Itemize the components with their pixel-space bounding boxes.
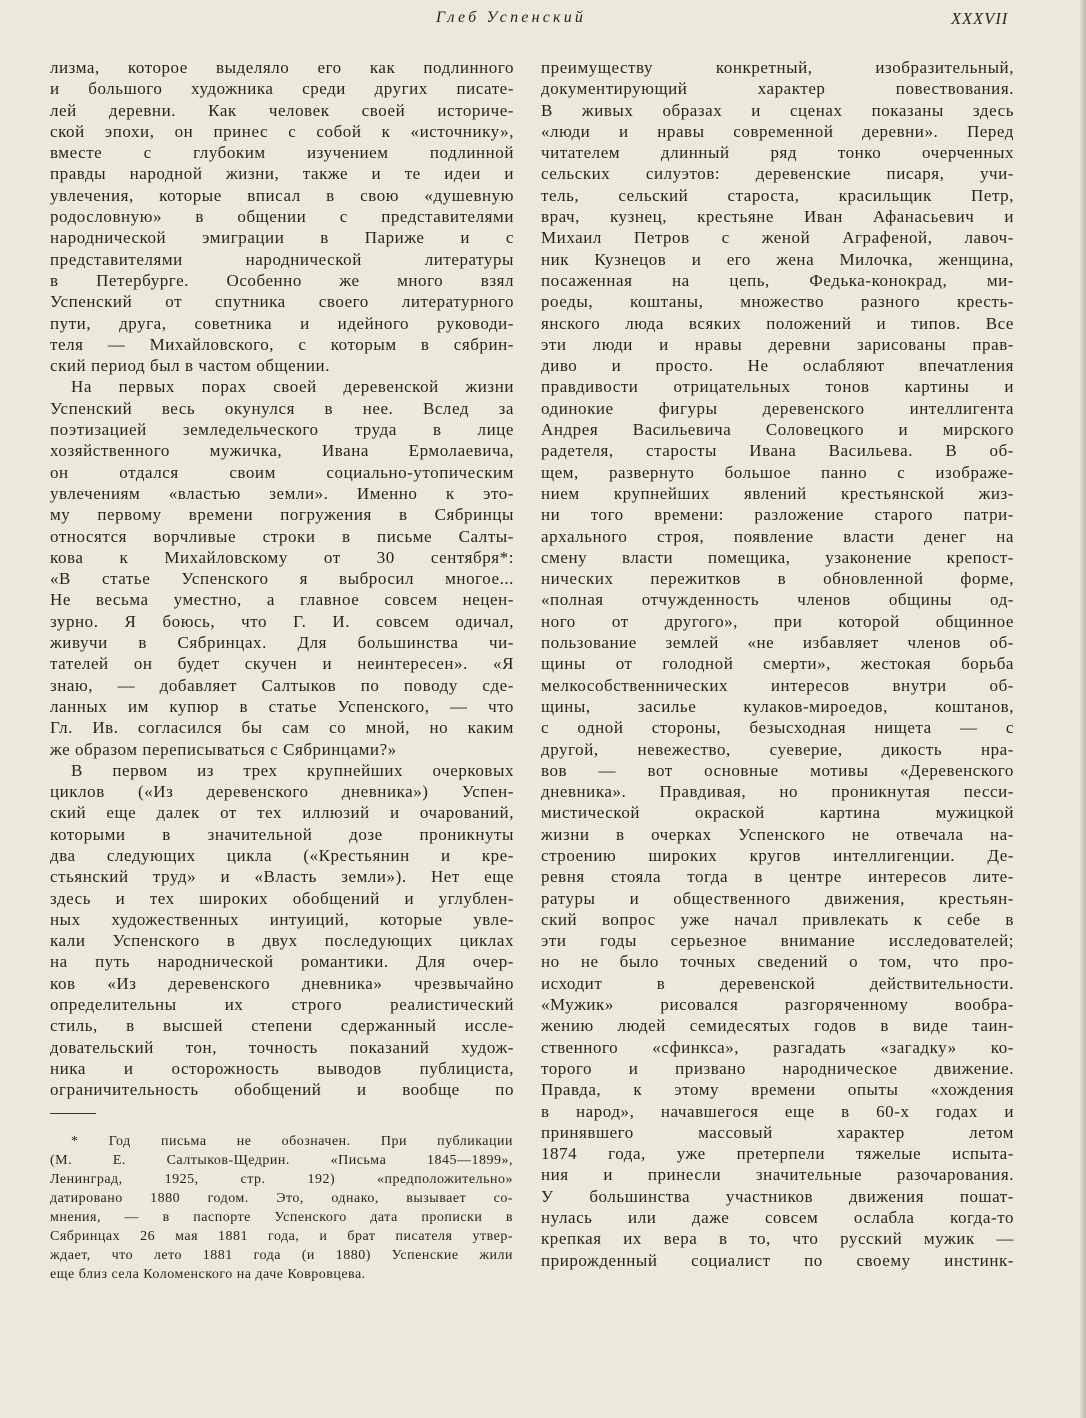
text-line: нулась или даже совсем ослабла когда-то	[541, 1208, 1014, 1228]
text-line: роеды, коштаны, множество разного кресть-	[541, 292, 1014, 312]
text-line: торого и призвано народническое движение.	[541, 1058, 1014, 1078]
text-line: тель, сельский староста, красильщик Петр,	[541, 185, 1014, 205]
text-line: архального строя, появление власти денег на	[541, 526, 1014, 546]
text-line: вов — вот основные мотивы «Деревенского	[541, 760, 1014, 780]
text-line: дневника». Правдивая, но проникнутая песси-	[541, 782, 1014, 802]
text-line: 1874 года, уже претерпели тяжелые испыта-	[541, 1144, 1014, 1164]
text-line: поэтизацией земледельческого труда в лице	[50, 420, 514, 440]
paragraph	[50, 376, 514, 759]
text-line: довательский тон, точность показаний худож-	[50, 1037, 514, 1057]
text-line: документирующий характер повествования.	[541, 79, 1014, 99]
footnote-line: мнения, — в паспорте Успенского дата прописки в	[50, 1210, 513, 1225]
footnote-divider	[50, 1113, 96, 1114]
text-line: правдивости отрицательных тонов картины и	[541, 377, 1014, 397]
page-edge-shadow	[1080, 0, 1086, 1418]
text-line: циклов («Из деревенского дневника») Успен-	[50, 782, 514, 802]
text-line: ника и осторожность выводов публициста,	[50, 1058, 514, 1078]
text-line: янского люда всяких положений и типов. Все	[541, 313, 1014, 333]
text-line: стиль, в высшей степени сдержанный иссле-	[50, 1016, 514, 1036]
text-line: ник Кузнецов и его жена Милочка, женщина,	[541, 249, 1014, 269]
text-line: Правда, к этому времени опыты «хождения	[541, 1080, 1014, 1100]
text-line: прирожденный социалист по своему инстинк-	[541, 1250, 1014, 1270]
footnote-line: датировано 1880 годом. Это, однако, вызывает со-	[50, 1191, 513, 1206]
text-line: родословную» в общении с представителями	[50, 207, 514, 227]
text-line: сельских силуэтов: деревенские писаря, учи-	[541, 164, 1014, 184]
text-line: ков «Из деревенского дневника» чрезвычайно	[50, 973, 514, 993]
text-line: здесь и тех широких обобщений и углублен-	[50, 888, 514, 908]
right-text-column	[541, 57, 1014, 1271]
text-line: преимуществу конкретный, изобразительный,	[541, 58, 1014, 77]
text-line: «В статье Успенского я выбросил многое...	[50, 569, 514, 589]
text-line: живучи в Сябринцах. Для большинства чи-	[50, 633, 514, 653]
text-line: ственного «сфинкса», разгадать «загадку» ко-	[541, 1037, 1014, 1057]
text-line: ский вопрос уже начал привлекать к себе в	[541, 909, 1014, 929]
text-line: мистической окраской картина мужицкой	[541, 803, 1014, 823]
text-line: увлечения, которые вписал в свою «душевную	[50, 185, 514, 205]
text-line: Гл. Ив. согласился бы сам со мной, но каким	[50, 718, 514, 738]
text-line: ни того времени: разложение старого патри-	[541, 505, 1014, 525]
footnote-line: * Год письма не обозначен. При публикации	[71, 1134, 513, 1149]
text-line: с одной стороны, безысходная нищета — с	[541, 718, 1014, 738]
text-line: на путь народнической романтики. Для очер-	[50, 952, 514, 972]
text-line: нием крупнейших явлений крестьянской жиз-	[541, 483, 1014, 503]
left-text-column	[50, 57, 514, 1101]
text-line: читателем длинный ряд тонко очерченных	[541, 143, 1014, 163]
text-line: стьянский труд» и «Власть земли»). Нет еще	[50, 867, 514, 887]
text-line: У большинства участников движения пошат-	[541, 1186, 1014, 1206]
text-line: диво и просто. Не ослабляют впечатления	[541, 356, 1014, 376]
text-line: определительны их строго реалистический	[50, 995, 514, 1015]
text-line: ской эпохи, он принес с собой к «источнику»,	[50, 121, 514, 141]
text-line: ский период был в частом общении.	[50, 356, 330, 376]
text-line: кали Успенского в двух последующих циклах	[50, 931, 514, 951]
text-line: смену власти помещика, узаконение крепост-	[541, 547, 1014, 567]
footnote-line: ждает, что лето 1881 года (и 1880) Успенские жили	[50, 1248, 513, 1263]
text-line: му первому времени погружения в Сябринцы	[50, 505, 514, 525]
text-line: щины, засилье кулаков-мироедов, коштанов,	[541, 696, 1014, 716]
text-line: пути, друга, советника и идейного руководи-	[50, 313, 514, 333]
text-line: ния и принесли значительные разочарования.	[541, 1165, 1014, 1185]
text-line: ограничительность обобщений и вообще по	[50, 1080, 514, 1100]
text-line: увлечениям «властью земли». Именно к это-	[50, 483, 514, 503]
text-line: исходит в деревенской действительности.	[541, 973, 1014, 993]
text-line: пользование землей «не избавляет членов об-	[541, 633, 1014, 653]
text-line: же образом переписываться с Сябринцами?»	[50, 739, 397, 759]
text-line: которыми в значительной дозе проникнуты	[50, 824, 514, 844]
footnote-line: Ленинград, 1925, стр. 192) «предположительно»	[50, 1172, 513, 1187]
footnote-line: еще близ села Коломенского на даче Ковровцева.	[50, 1267, 366, 1282]
text-line: народнической эмиграции в Париже и с	[50, 228, 514, 248]
text-line: представителями народнической литературы	[50, 249, 514, 269]
text-line: ратуры и общественного движения, крестьян-	[541, 888, 1014, 908]
text-line: и большого художника среди других писате-	[50, 79, 514, 99]
footnote-line: Сябринцах 26 мая 1881 года, и брат писателя утвер-	[50, 1229, 513, 1244]
text-line: два следующих цикла («Крестьянин и кре-	[50, 845, 514, 865]
text-line: ланных им купюр в статье Успенского, — что	[50, 696, 514, 716]
text-line: ных художественных интуиций, которые увле-	[50, 909, 514, 929]
text-line: эти годы серьезное внимание исследователей;	[541, 931, 1014, 951]
text-line: ревня стояла тогда в центре интересов лите-	[541, 867, 1014, 887]
text-line: Успенский от спутника своего литературного	[50, 292, 514, 312]
text-line: другой, невежество, суеверие, дикость нра-	[541, 739, 1014, 759]
text-line: жению людей семидесятых годов в виде таин-	[541, 1016, 1014, 1036]
text-line: тателей он будет скучен и неинтересен». «Я	[50, 654, 514, 674]
text-line: он отдался своим социально-утопическим	[50, 462, 514, 482]
text-line: крепкая их вера в то, что русский мужик —	[541, 1229, 1014, 1249]
text-line: в народ», начавшегося еще в 60-х годах и	[541, 1101, 1014, 1121]
text-line: одинокие фигуры деревенского интеллигента	[541, 398, 1014, 418]
text-line: принявшего массовый характер летом	[541, 1122, 1014, 1142]
text-line: лей деревни. Как человек своей историче-	[50, 100, 514, 120]
paragraph	[541, 57, 1014, 1271]
text-line: лизма, которое выделяло его как подлинного	[50, 58, 514, 77]
paragraph	[50, 57, 514, 376]
text-line: В первом из трех крупнейших очерковых	[71, 760, 514, 780]
text-line: щины от голодной смерти», жестокая борьба	[541, 654, 1014, 674]
text-line: Не весьма уместно, а главное совсем нецен-	[50, 590, 514, 610]
text-line: На первых порах своей деревенской жизни	[71, 377, 514, 397]
running-head-title: Глеб Успенский	[436, 9, 587, 26]
text-line: вместе с глубоким изучением подлинной	[50, 143, 514, 163]
footnote-line: (М. Е. Салтыков-Щедрин. «Письма 1845—1899»,	[50, 1153, 513, 1168]
footnote	[50, 1132, 513, 1284]
text-line: щем, развернуто большое панно с изображе-	[541, 462, 1014, 482]
text-line: хозяйственного мужичка, Ивана Ермолаевича,	[50, 441, 514, 461]
text-line: Михаил Петров с женой Аграфеной, лавоч-	[541, 228, 1014, 248]
text-line: мелкособственнических интересов внутри об-	[541, 675, 1014, 695]
text-line: относятся ворчливые строки в письме Салты-	[50, 526, 514, 546]
text-line: ного от другого», при которой общинное	[541, 611, 1014, 631]
text-line: кова к Михайловскому от 30 сентября*:	[50, 547, 514, 567]
page-number: XXXVII	[951, 9, 1009, 28]
text-line: знаю, — добавляет Салтыков по поводу сде-	[50, 675, 514, 695]
text-line: теля — Михайловского, с которым в сябрин-	[50, 334, 514, 354]
text-line: правды народной жизни, также и те идеи и	[50, 164, 514, 184]
text-line: строению широких кругов интеллигенции. Де-	[541, 845, 1014, 865]
text-line: Андрея Васильевича Соловецкого и мирского	[541, 420, 1014, 440]
text-line: нических пережитков в обновленной форме,	[541, 569, 1014, 589]
text-line: жизни в очерках Успенского не отвечала на-	[541, 824, 1014, 844]
text-line: посаженная на цепь, Федька-конокрад, ми-	[541, 270, 1014, 290]
text-line: «полная отчужденность членов общины од-	[541, 590, 1014, 610]
text-line: «люди и нравы современной деревни». Перед	[541, 121, 1014, 141]
text-line: ский еще далек от тех иллюзий и очарований,	[50, 803, 514, 823]
text-line: Успенский весь окунулся в нее. Вслед за	[50, 398, 514, 418]
text-line: зурно. Я боюсь, что Г. И. совсем одичал,	[50, 611, 514, 631]
text-line: радетеля, старосты Ивана Васильева. В об-	[541, 441, 1014, 461]
text-line: врач, кузнец, крестьяне Иван Афанасьевич и	[541, 207, 1014, 227]
text-line: но не было точных сведений о том, что про-	[541, 952, 1014, 972]
text-line: «Мужик» рисовался разгоряченному вообра-	[541, 995, 1014, 1015]
paragraph	[50, 760, 514, 1101]
text-line: В живых образах и сценах показаны здесь	[541, 100, 1014, 120]
text-line: в Петербурге. Особенно же много взял	[50, 270, 514, 290]
text-line: эти люди и нравы деревни зарисованы прав-	[541, 334, 1014, 354]
